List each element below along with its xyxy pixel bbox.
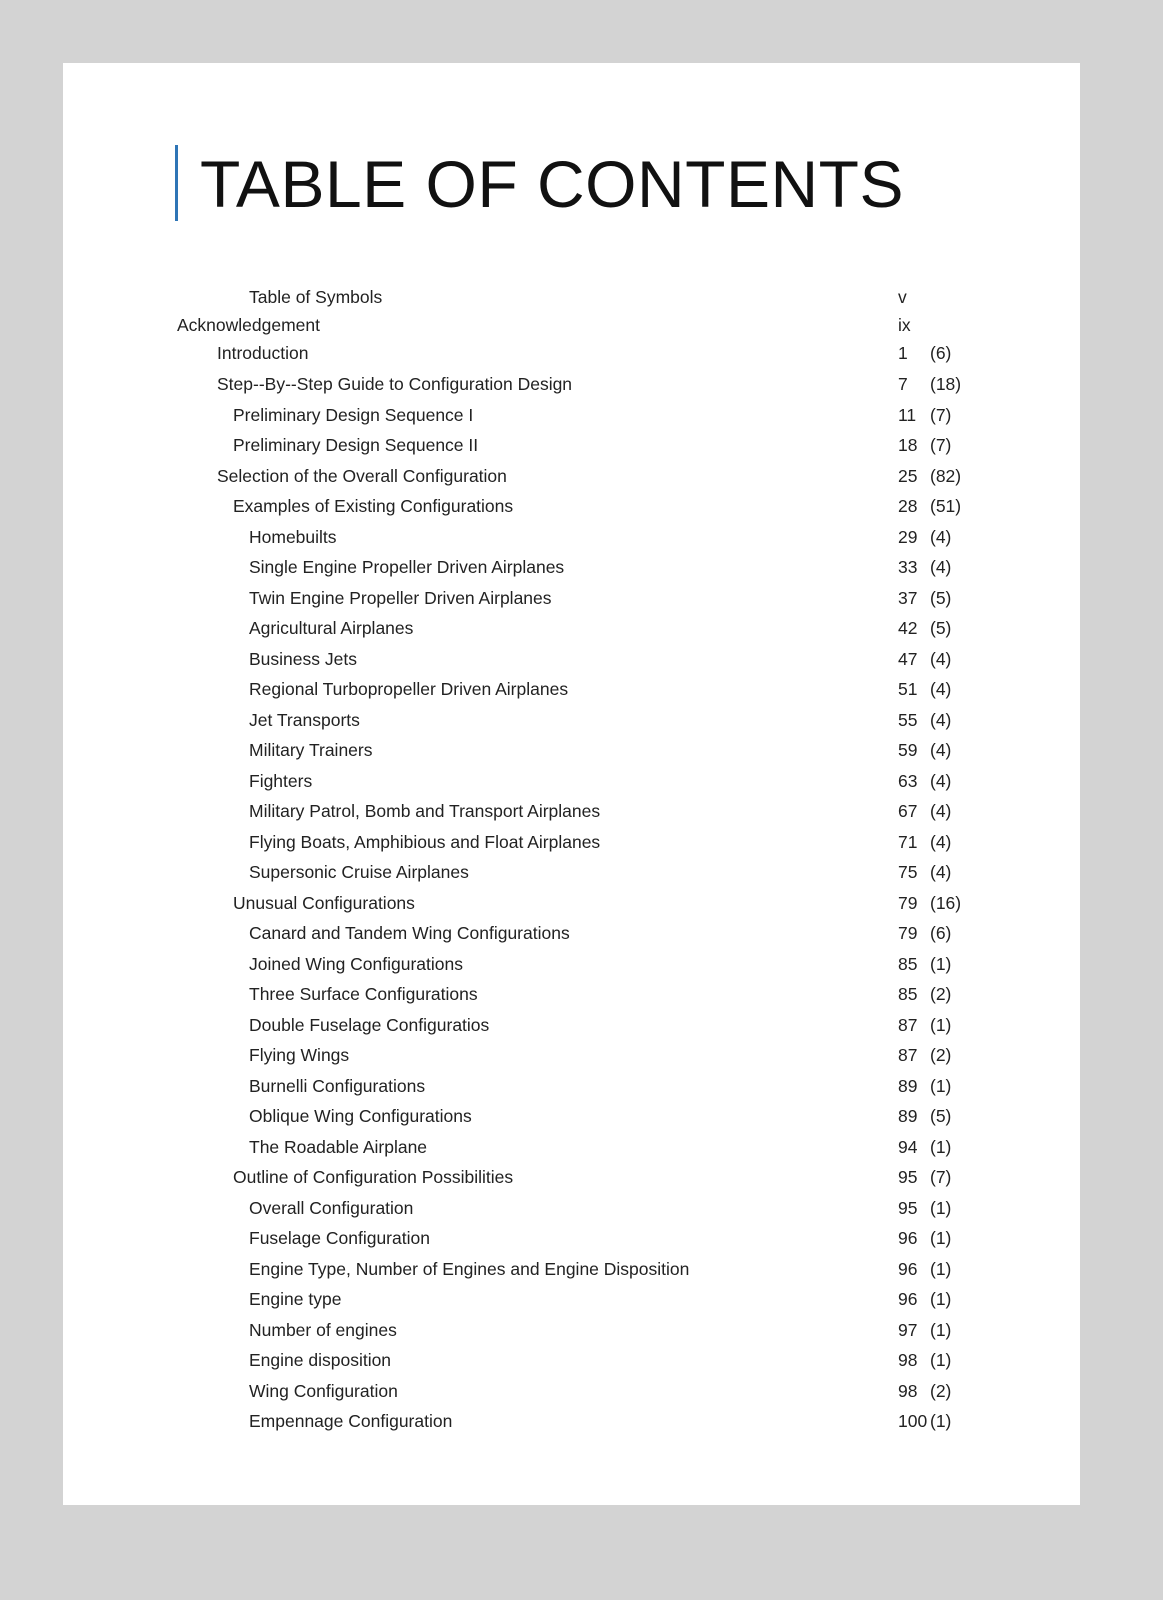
toc-entry-label[interactable]: Acknowledgement — [177, 315, 320, 335]
toc-entry-label[interactable]: Number of engines — [249, 1319, 397, 1340]
toc-entry-label[interactable]: Single Engine Propeller Driven Airplanes — [249, 557, 565, 577]
toc-entry-page: 87 — [898, 1014, 918, 1035]
toc-entry-page-count: (1) — [930, 1411, 952, 1431]
toc-entry-page: 55 — [898, 709, 918, 730]
title-accent-bar — [175, 145, 178, 221]
toc-entry[interactable] — [0, 799, 1163, 823]
toc-entry[interactable] — [0, 586, 1163, 610]
toc-entry[interactable] — [0, 1379, 1163, 1403]
toc-entry-page-count: (4) — [930, 862, 952, 882]
toc-entry-page: 98 — [898, 1380, 918, 1401]
toc-entry-page-count: (2) — [930, 1380, 952, 1401]
toc-entry-page-count: (4) — [930, 770, 952, 791]
toc-entry-label[interactable]: Engine type — [249, 1289, 342, 1309]
toc-entry-page-count: (1) — [930, 1075, 952, 1096]
toc-entry-page-count: (5) — [930, 587, 952, 608]
toc-entry[interactable] — [0, 1104, 1163, 1128]
toc-entry-label[interactable]: Outline of Configuration Possibilities — [233, 1167, 514, 1187]
toc-entry-page: v — [898, 287, 907, 307]
toc-entry-page-count: (4) — [930, 831, 952, 852]
toc-entry[interactable] — [0, 982, 1163, 1006]
toc-entry-label[interactable]: Flying Boats, Amphibious and Float Airplanes — [249, 831, 601, 852]
toc-entry[interactable] — [0, 1409, 1163, 1433]
toc-entry-page-count: (1) — [930, 953, 952, 974]
toc-entry[interactable] — [0, 494, 1163, 518]
toc-entry-page-count: (1) — [930, 1136, 952, 1157]
toc-entry-page-count: (4) — [930, 526, 952, 547]
toc-entry-page: 85 — [898, 984, 918, 1004]
toc-entry-page: 79 — [898, 923, 918, 943]
toc-entry-label[interactable]: Three Surface Configurations — [249, 984, 478, 1004]
toc-entry-page: 96 — [898, 1289, 918, 1309]
toc-entry-page-count: (1) — [930, 1350, 952, 1370]
toc-entry-page: 71 — [898, 831, 918, 852]
toc-entry[interactable] — [0, 830, 1163, 854]
toc-entry[interactable] — [0, 372, 1163, 396]
toc-entry-label[interactable]: Flying Wings — [249, 1045, 350, 1065]
toc-entry[interactable] — [0, 403, 1163, 427]
toc-entry-page: 98 — [898, 1350, 918, 1370]
toc-entry[interactable] — [0, 1348, 1163, 1372]
toc-entry[interactable] — [0, 1013, 1163, 1037]
toc-entry-label[interactable]: Overall Configuration — [249, 1197, 414, 1218]
toc-entry-page-count: (1) — [930, 1228, 952, 1248]
toc-entry-page: 89 — [898, 1106, 918, 1126]
toc-entry-page: 1 — [898, 343, 908, 363]
toc-entry[interactable] — [0, 769, 1163, 793]
toc-entry-page-count: (6) — [930, 343, 952, 363]
toc-entry-label[interactable]: Military Patrol, Bomb and Transport Airplanes — [249, 801, 601, 821]
toc-entry-label[interactable]: The Roadable Airplane — [249, 1136, 428, 1157]
toc-entry-label[interactable]: Unusual Configurations — [233, 892, 415, 913]
toc-entry-page-count: (7) — [930, 1167, 952, 1187]
toc-entry[interactable] — [0, 1318, 1163, 1342]
toc-entry-page: 29 — [898, 526, 918, 547]
toc-entry[interactable] — [0, 341, 1163, 365]
toc-entry-page: 94 — [898, 1136, 918, 1157]
toc-entry-page: 59 — [898, 740, 918, 760]
toc-entry-label[interactable]: Joined Wing Configurations — [249, 953, 464, 974]
toc-entry[interactable] — [0, 891, 1163, 915]
toc-entry-label[interactable]: Canard and Tandem Wing Configurations — [249, 923, 570, 943]
toc-entry[interactable] — [0, 285, 1163, 309]
toc-entry[interactable] — [0, 1257, 1163, 1281]
toc-entry[interactable] — [0, 1074, 1163, 1098]
toc-entry[interactable] — [0, 647, 1163, 671]
toc-entry-page: 97 — [898, 1319, 918, 1340]
toc-entry-page-count: (1) — [930, 1258, 952, 1279]
toc-entry-label[interactable]: Twin Engine Propeller Driven Airplanes — [249, 587, 552, 608]
toc-entry-page: ix — [898, 315, 911, 335]
toc-entry-label[interactable]: Table of Symbols — [249, 287, 383, 307]
page-title: TABLE OF CONTENTS — [200, 147, 905, 221]
toc-entry-page: 87 — [898, 1045, 918, 1065]
toc-entry-page-count: (1) — [930, 1289, 952, 1309]
toc-entry[interactable] — [0, 708, 1163, 732]
toc-entry-label[interactable]: Homebuilts — [249, 526, 337, 547]
toc-entry-label[interactable]: Burnelli Configurations — [249, 1075, 426, 1096]
toc-entry-label[interactable]: Fighters — [249, 770, 313, 791]
toc-entry-label[interactable]: Double Fuselage Configuratios — [249, 1014, 490, 1035]
toc-entry-label[interactable]: Military Trainers — [249, 740, 373, 760]
toc-entry[interactable] — [0, 1287, 1163, 1311]
toc-entry-page-count: (2) — [930, 1045, 952, 1065]
toc-entry-page-count: (4) — [930, 801, 952, 821]
toc-entry-page-count: (51) — [930, 496, 962, 516]
toc-entry-page-count: (4) — [930, 679, 952, 699]
toc-entry-page-count: (4) — [930, 557, 952, 577]
toc-entry-page-count: (2) — [930, 984, 952, 1004]
toc-entry-label[interactable]: Agricultural Airplanes — [249, 618, 414, 638]
toc-entry[interactable] — [0, 433, 1163, 457]
toc-entry-label[interactable]: Selection of the Overall Configuration — [217, 465, 507, 486]
toc-entry[interactable] — [0, 860, 1163, 884]
toc-entry[interactable] — [0, 1196, 1163, 1220]
toc-entry-page-count: (1) — [930, 1319, 952, 1340]
toc-entry-label[interactable]: Supersonic Cruise Airplanes — [249, 862, 469, 882]
toc-entry-page: 95 — [898, 1167, 918, 1187]
toc-entry-page: 18 — [898, 435, 918, 455]
toc-entry-page: 11 — [898, 404, 917, 425]
toc-entry-page: 42 — [898, 618, 918, 638]
toc-entry[interactable] — [0, 1226, 1163, 1250]
toc-entry-page: 96 — [898, 1258, 918, 1279]
toc-entry-label[interactable]: Business Jets — [249, 648, 357, 669]
toc-entry-page-count: (5) — [930, 618, 952, 638]
toc-entry-page: 37 — [898, 587, 918, 608]
toc-entry-page-count: (7) — [930, 435, 952, 455]
toc-entry-label[interactable]: Introduction — [217, 343, 309, 363]
toc-entry-label[interactable]: Step--By--Step Guide to Configuration Design — [217, 374, 573, 394]
toc-entry-page: 33 — [898, 557, 918, 577]
toc-entry-page: 95 — [898, 1197, 918, 1218]
toc-entry[interactable] — [0, 1043, 1163, 1067]
toc-entry[interactable] — [0, 616, 1163, 640]
toc-entry-page: 7 — [898, 374, 908, 394]
toc-entry-label[interactable]: Engine Type, Number of Engines and Engine Disposition — [249, 1258, 690, 1279]
toc-entry-label[interactable]: Jet Transports — [249, 709, 360, 730]
toc-entry[interactable] — [0, 525, 1163, 549]
toc-entry[interactable] — [0, 921, 1163, 945]
toc-entry-label[interactable]: Fuselage Configuration — [249, 1228, 430, 1248]
toc-entry-page: 89 — [898, 1075, 918, 1096]
toc-entry-page: 96 — [898, 1228, 918, 1248]
toc-entry-label[interactable]: Empennage Configuration — [249, 1411, 453, 1431]
toc-entry-page: 100 — [898, 1411, 928, 1431]
toc-entry-page-count: (4) — [930, 648, 952, 669]
toc-entry-label[interactable]: Engine disposition — [249, 1350, 392, 1370]
toc-entry-page-count: (7) — [930, 404, 952, 425]
toc-entry-label[interactable]: Oblique Wing Configurations — [249, 1106, 472, 1126]
toc-entry-page: 25 — [898, 465, 918, 486]
toc-entry-page-count: (16) — [930, 892, 962, 913]
toc-entry-page: 75 — [898, 862, 918, 882]
toc-entry-label[interactable]: Regional Turbopropeller Driven Airplanes — [249, 679, 569, 699]
toc-entry-page-count: (4) — [930, 740, 952, 760]
toc-entry-page: 79 — [898, 892, 918, 913]
toc-entry-page: 51 — [898, 679, 918, 699]
toc-entry[interactable] — [0, 464, 1163, 488]
toc-entry[interactable] — [0, 1165, 1163, 1189]
toc-entry-page-count: (5) — [930, 1106, 952, 1126]
toc-entry-page-count: (6) — [930, 923, 952, 943]
toc-entry[interactable] — [0, 555, 1163, 579]
toc-entry-page: 85 — [898, 953, 918, 974]
toc-entry[interactable] — [0, 1135, 1163, 1159]
toc-entry-page: 63 — [898, 770, 918, 791]
toc-entry-page: 47 — [898, 648, 918, 669]
toc-entry-label[interactable]: Wing Configuration — [249, 1380, 398, 1401]
toc-entry[interactable] — [0, 738, 1163, 762]
toc-entry-page-count: (18) — [930, 374, 962, 394]
toc-entry-label[interactable]: Examples of Existing Configurations — [233, 496, 514, 516]
toc-entry-page-count: (1) — [930, 1014, 952, 1035]
toc-entry-page-count: (1) — [930, 1197, 952, 1218]
toc-entry-page-count: (4) — [930, 709, 952, 730]
toc-entry-page: 67 — [898, 801, 918, 821]
toc-entry[interactable] — [0, 677, 1163, 701]
toc-entry-label[interactable]: Preliminary Design Sequence I — [233, 404, 474, 425]
toc-entry[interactable] — [0, 952, 1163, 976]
toc-entry-page: 28 — [898, 496, 918, 516]
toc-entry-label[interactable]: Preliminary Design Sequence II — [233, 435, 479, 455]
toc-entry-page-count: (82) — [930, 465, 962, 486]
toc-entry[interactable] — [0, 313, 1163, 337]
